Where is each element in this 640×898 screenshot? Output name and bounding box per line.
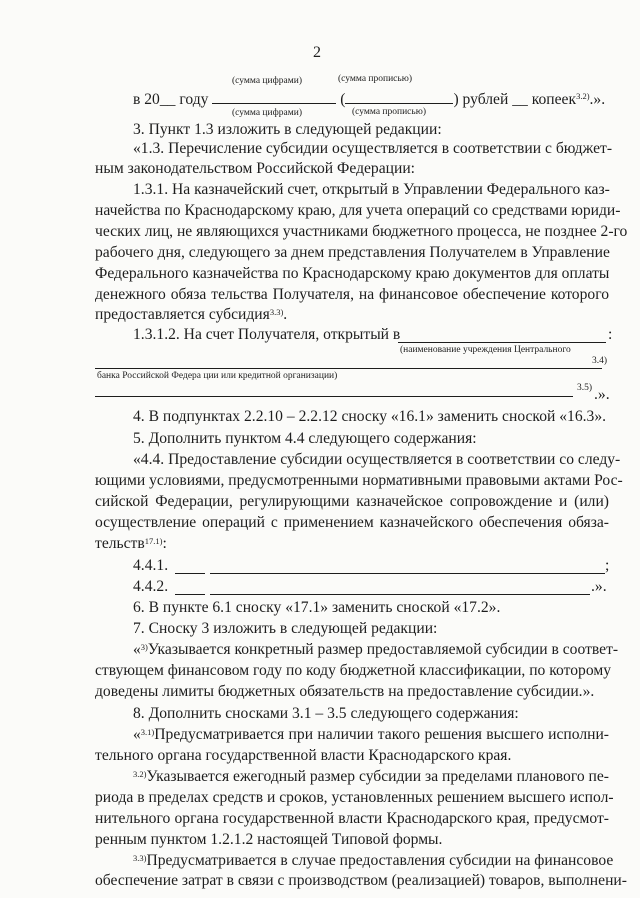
p44-line5 <box>95 534 167 554</box>
label-sum-words-bottom: (сумма прописью) <box>352 107 426 117</box>
p131-line3: ческих лиц, не являющихся участниками бюджетного процесса, не позднее 2-го <box>95 223 628 240</box>
paragraph-7: 7. Сноску 3 изложить в следующей редакции: <box>133 620 438 637</box>
label-sum-words-top: (сумма прописью) <box>338 74 412 84</box>
fn33-line2: обеспечение затрат в связи с производством (реализацией) товаров, выполнени- <box>95 872 627 889</box>
footnote-sup-17-1: 17.1) <box>144 536 163 546</box>
sum-paren-open: ( <box>340 91 346 108</box>
end-3-5: .». <box>594 386 610 403</box>
p7-quote-line2: ствующем финансовом году по коду бюджетной классификации, по которому <box>95 662 612 679</box>
fn32-line1-text: Указывается ежегодный размер субсидии за пределами планового пе- <box>146 768 609 785</box>
sum-line-prefix: в 20__ году <box>133 91 209 108</box>
sum-words-blank <box>345 89 453 104</box>
institution-blank-line <box>95 368 602 369</box>
account-bank-blank <box>398 342 606 343</box>
footnote-sup-3-4: 3.4) <box>592 356 608 366</box>
p131-line6: денежного обяза тельства Получателя, на финансовое обеспечение которого <box>95 286 609 303</box>
page-number: 2 <box>313 44 321 61</box>
paragraph-8: 8. Дополнить сносками 3.1 – 3.5 следующего содержания: <box>133 705 519 722</box>
footnote-sup-3-1: 3.1) <box>140 727 155 737</box>
p7-quote-open: « <box>133 641 141 658</box>
p13-line1: «1.3. Перечисление субсидии осуществляется в соответствии с бюджет- <box>133 140 613 157</box>
footnote-sup-3-3b: 3.3) <box>133 853 147 863</box>
footnote-sup-3-2: 3.2) <box>133 769 147 779</box>
label-sum-digits-bottom: (сумма цифрами) <box>232 108 302 118</box>
p131-line7-text: предоставляется субсидия <box>95 306 270 323</box>
footnote-sup-3-5: 3.5) <box>577 383 593 393</box>
fn32-line4: ренным пунктом 1.2.1.2 настоящей Типовой формы. <box>95 831 443 848</box>
p44-line5-end: : <box>162 535 167 552</box>
p7-quote-line1 <box>133 640 619 660</box>
fn31-line1-text: Предусматривается при наличии такого решения высшего исполни- <box>154 726 609 743</box>
sum-paren-close: ) рублей __ копеек <box>453 91 577 108</box>
p131-line1: 1.3.1. На казначейский счет, открытый в Управлении Федерального каз- <box>133 181 610 198</box>
fn31-line2: тельного органа государственной власти Краснодарского края. <box>95 747 512 764</box>
p7-quote-line3: доведены лимиты бюджетных обязательств на предоставление субсидии.». <box>95 683 595 700</box>
p44-line3: сийской Федерации, регулирующими казначейское сопровождение и (или) <box>95 493 609 510</box>
sum-digits-blank <box>212 89 336 104</box>
p131-line2: начейства по Краснодарскому краю, для учета операций со средствами юриди- <box>95 202 621 219</box>
p442-blank-b <box>210 594 590 595</box>
label-sum-digits-top: (сумма цифрами) <box>232 76 302 86</box>
fn32-line2: риода в пределах средств и сроков, установленных решением высшего испол- <box>95 789 614 806</box>
p131-line5: Федерального казначейства по Краснодарскому краю документов для оплаты <box>95 265 610 282</box>
p44-line1: «4.4. Предоставление субсидии осуществляется в соответствии со следу- <box>133 451 621 468</box>
footnote-sup-3-3: 3.3) <box>269 307 284 317</box>
p442-blank-a <box>175 594 205 595</box>
paragraph-5: 5. Дополнить пунктом 4.4 следующего содержания: <box>133 430 477 447</box>
p441-label: 4.4.1. <box>133 557 169 574</box>
fn32-line1 <box>133 767 609 787</box>
p44-line4: осуществление операций с применением казначейского обеспечения обяза- <box>95 514 609 531</box>
fn33-line1 <box>133 851 614 871</box>
fn33-line1-text: Предусматривается в случае предоставления субсидии на финансовое <box>146 852 614 869</box>
label-institution-a: (наименование учреждения Центрального <box>400 345 571 355</box>
paragraph-4: 4. В подпунктах 2.2.10 – 2.2.12 сноску «16.1» заменить сноской «16.3». <box>133 408 607 425</box>
sum-line-end: .». <box>589 91 606 108</box>
p13-line2: ным законодательством Российской Федерации: <box>95 160 416 177</box>
p441-end: ; <box>605 557 610 574</box>
p131-line7-end: . <box>283 306 288 323</box>
label-institution-b: банка Российской Федера ции или кредитной организации) <box>97 371 338 381</box>
fn31-line1 <box>133 725 609 745</box>
p1312-colon: : <box>608 326 613 343</box>
footnote-sup-3: 3) <box>140 642 148 652</box>
paragraph-6: 6. В пункте 6.1 сноску «17.1» заменить сноской «17.2». <box>133 599 501 616</box>
p7-quote-line1-text: Указывается конкретный размер предоставляемой субсидии в соответ- <box>147 641 619 658</box>
p442-end: .». <box>591 578 607 595</box>
p44-line2: ющими условиями, предусмотренными нормативными правовыми актами Рос- <box>95 472 623 489</box>
p441-blank-a <box>175 573 205 574</box>
paragraph-3: 3. Пункт 1.3 изложить в следующей редакции: <box>133 121 442 138</box>
p441-blank-b <box>210 573 605 574</box>
fn32-line3: нительного органа государственной власти Краснодарского края, предусмот- <box>95 810 609 827</box>
p131-line7 <box>95 305 287 325</box>
p442-label: 4.4.2. <box>133 578 169 595</box>
fn31-open: « <box>133 726 141 743</box>
sum-footnote-sup: 3.2) <box>576 91 590 101</box>
p44-line5-text: тельств <box>95 535 145 552</box>
p1312-line: 1.3.1.2. На счет Получателя, открытый в <box>133 326 401 343</box>
p131-line4: рабочего дня, следующего за днем представления Получателем в Управление <box>95 244 610 261</box>
institution-blank-line-2 <box>95 396 573 397</box>
